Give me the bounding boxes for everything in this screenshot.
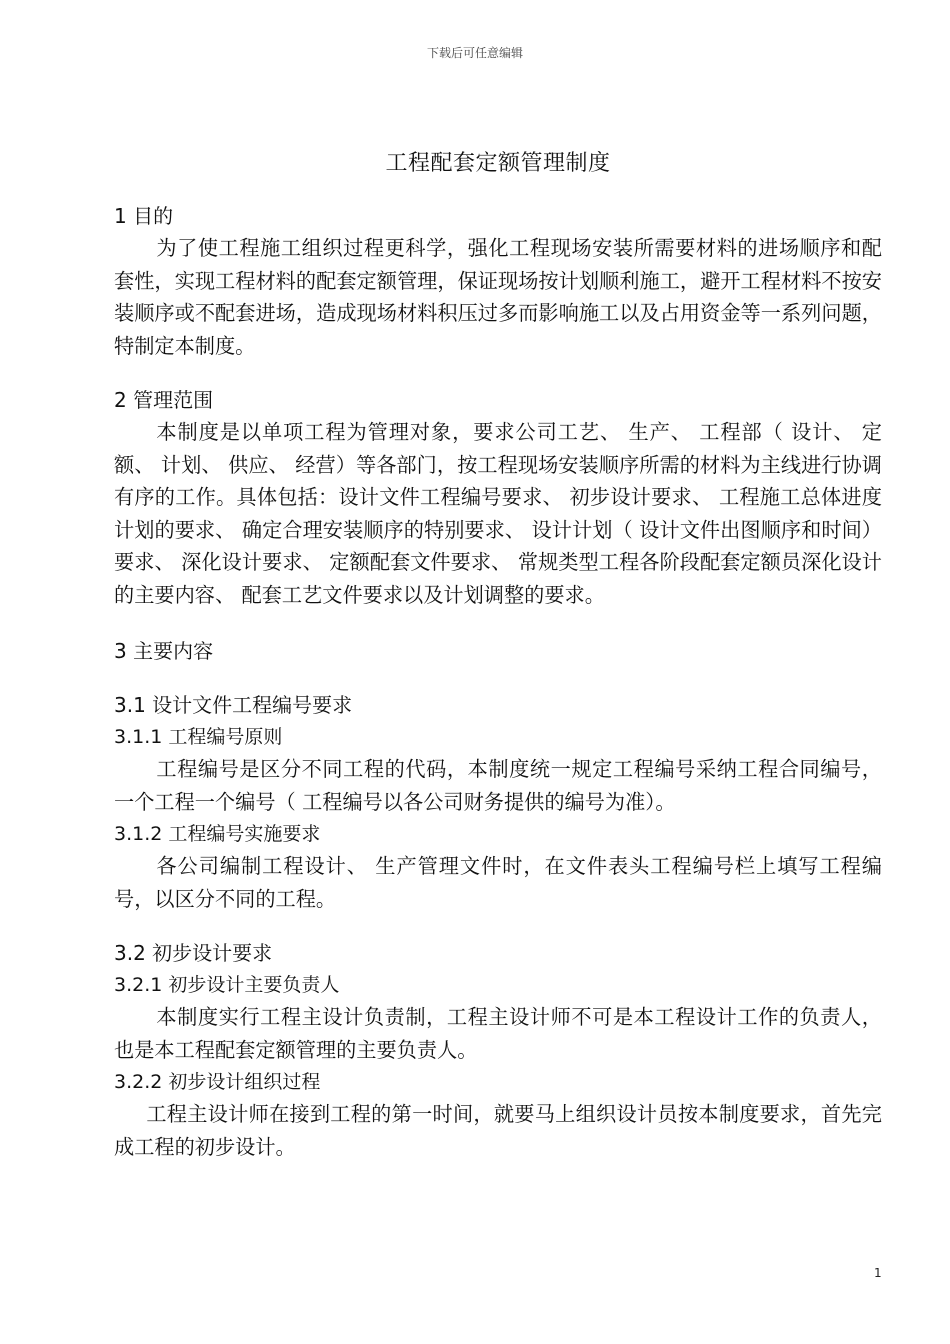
- section-3-1-heading: 3.1 设计文件工程编号要求: [114, 693, 353, 717]
- section-3-heading: 3 主要内容: [114, 639, 214, 663]
- section-3-2-heading: 3.2 初步设计要求: [114, 941, 273, 965]
- document-body: [114, 200, 882, 1163]
- section-3-1-2-heading: 3.1.2 工程编号实施要求: [114, 823, 321, 845]
- section-3-2-1-paragraph: 本制度实行工程主设计负责制，工程主设计师不可是本工程设计工作的负责人，也是本工程配套定额管理的主要负责人。: [114, 1005, 882, 1062]
- section-2-paragraph: 本制度是以单项工程为管理对象，要求公司工艺、 生产、 工程部（ 设计、 定额、 计划、 供应、 经营）等各部门，按工程现场安装顺序所需的材料为主线进行协调有序的工作。具体包括：设计文件工程编号要求、 初步设计要求、 工程施工总体进度计划的要求、 确定合理安装顺序的特别要求、 设计计划（ 设计文件出图顺序和时间） 要求、 深化设计要求、 定额配套文件要求、 常规类型工程各阶段配套定额员深化设计的主要内容、 配套工艺文件要求以及计划调整的要求。: [114, 420, 882, 607]
- page-header: 下载后可任意编辑: [426, 46, 523, 60]
- section-2-heading: 2 管理范围: [114, 388, 214, 412]
- section-3-2-1-heading: 3.2.1 初步设计主要负责人: [114, 974, 340, 996]
- document-title: 工程配套定额管理制度: [385, 151, 611, 176]
- page-number: 1: [874, 1266, 882, 1280]
- section-3-1-1-heading: 3.1.1 工程编号原则: [114, 726, 283, 748]
- section-3-2-2-paragraph: 工程主设计师在接到工程的第一时间，就要马上组织设计员按本制度要求，首先完成工程的初步设计。: [114, 1102, 882, 1159]
- section-1-heading: 1 目的: [114, 204, 174, 228]
- section-1-paragraph: 为了使工程施工组织过程更科学，强化工程现场安装所需要材料的进场顺序和配套性，实现工程材料的配套定额管理，保证现场按计划顺利施工，避开工程材料不按安装顺序或不配套进场，造成现场材料积压过多而影响施工以及占用资金等一系列问题，特制定本制度。: [114, 236, 882, 358]
- section-3-1-1-paragraph: 工程编号是区分不同工程的代码，本制度统一规定工程编号采纳工程合同编号，一个工程一个编号（ 工程编号以各公司财务提供的编号为准）。: [114, 757, 882, 814]
- section-3-2-2-heading: 3.2.2 初步设计组织过程: [114, 1071, 321, 1093]
- section-3-1-2-paragraph: 各公司编制工程设计、 生产管理文件时，在文件表头工程编号栏上填写工程编号，以区分不同的工程。: [114, 854, 882, 911]
